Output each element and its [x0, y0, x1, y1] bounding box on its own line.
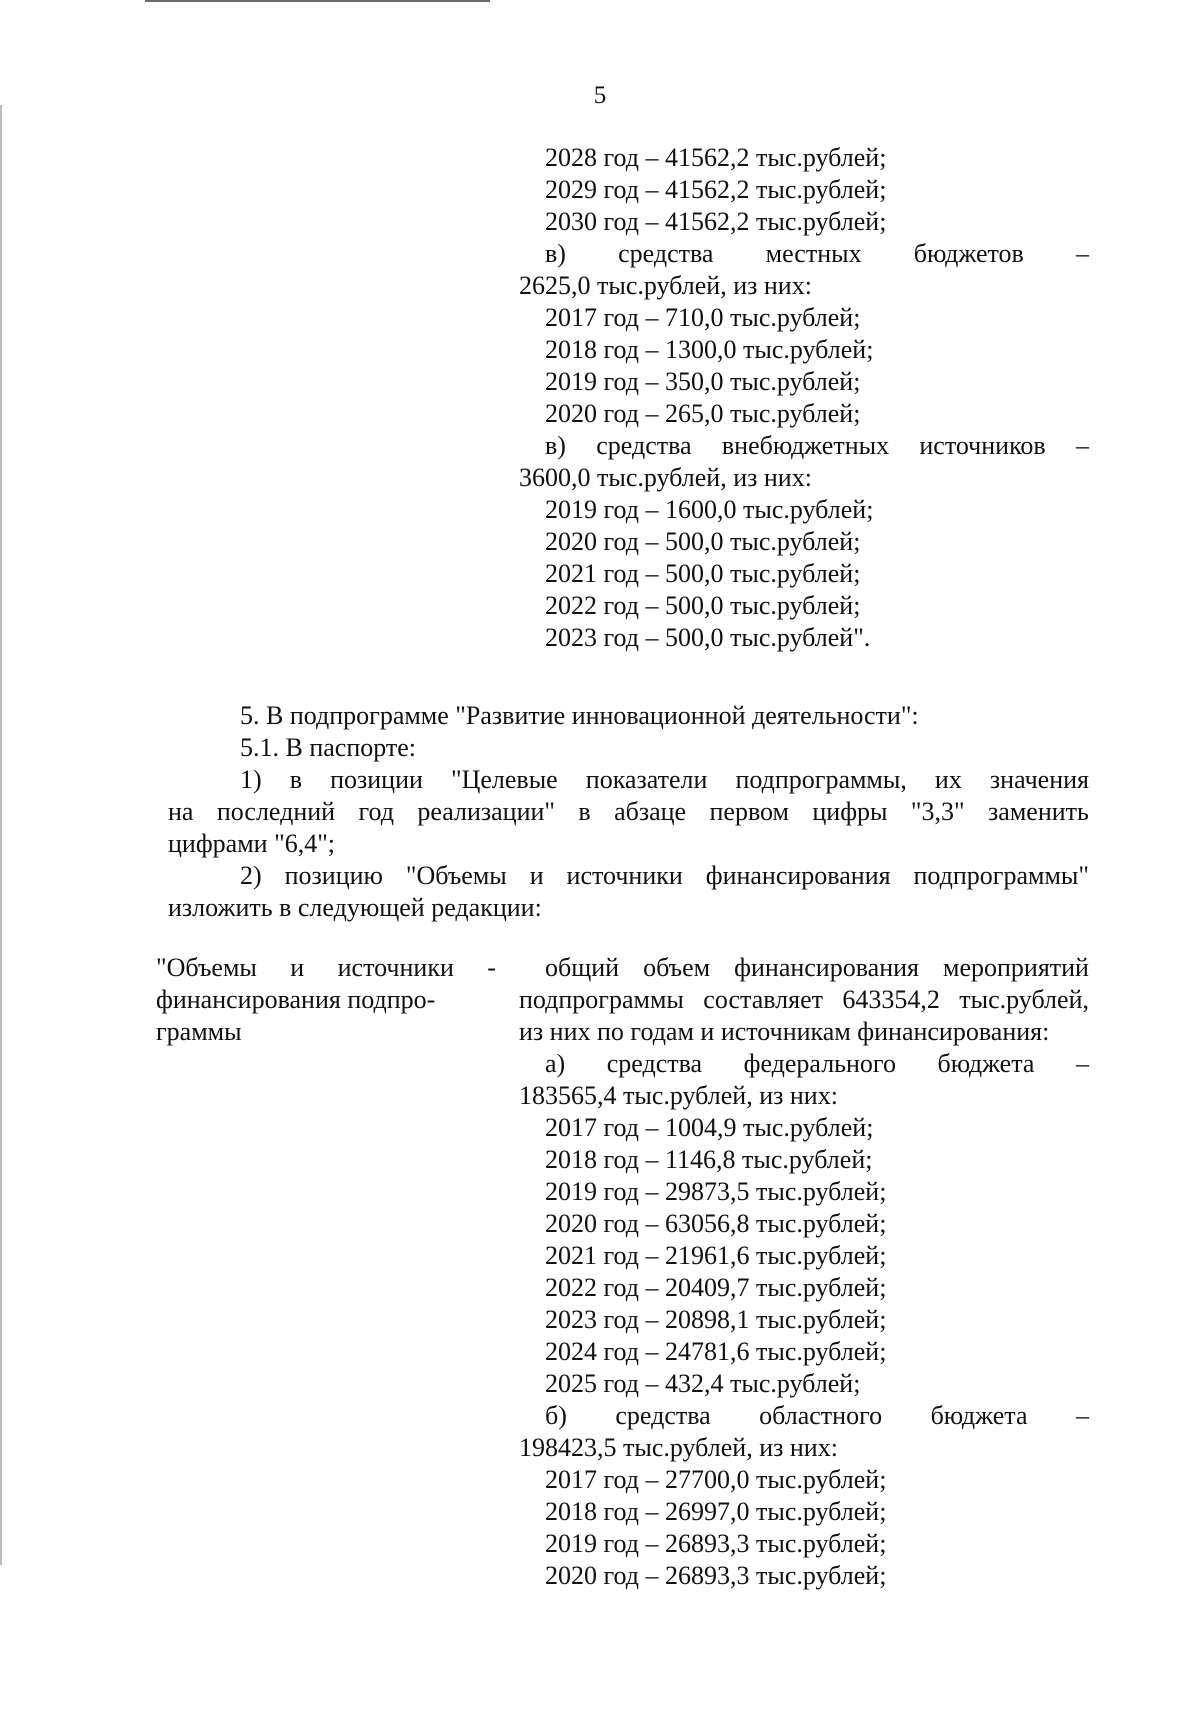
word: "Объемы	[156, 953, 257, 982]
word: бюджета	[930, 1401, 1028, 1430]
word: позиции	[330, 765, 423, 794]
passport-label-line2: финансирования подпро-	[156, 985, 436, 1014]
item2-line2: изложить в следующей редакции:	[168, 893, 542, 922]
word: источники	[337, 953, 454, 982]
word: объем	[643, 953, 711, 982]
page-number: 5	[593, 82, 607, 109]
item1-line2	[168, 797, 1089, 827]
word: бюджета	[937, 1049, 1035, 1078]
year-line: 2023 год – 500,0 тыс.рублей".	[545, 623, 871, 652]
year-line: 2020 год – 500,0 тыс.рублей;	[545, 527, 861, 556]
word: –	[1075, 1049, 1089, 1078]
word: –	[1076, 1401, 1089, 1430]
passport-intro-line1	[545, 953, 1089, 983]
year-line: 2018 год – 1146,8 тыс.рублей;	[545, 1145, 873, 1174]
word: 1)	[240, 765, 262, 794]
word: финансирования	[705, 861, 891, 890]
word: средства	[615, 1401, 711, 1430]
passport-intro-line2	[519, 985, 1089, 1015]
regional-budget-heading	[545, 1401, 1089, 1431]
year-line: 2020 год – 26893,3 тыс.рублей;	[545, 1561, 887, 1590]
word: абзаце	[614, 797, 687, 826]
local-budget-total: 2625,0 тыс.рублей, из них:	[519, 271, 812, 300]
year-line: 2025 год – 432,4 тыс.рублей;	[545, 1369, 861, 1398]
word: источники	[566, 861, 683, 890]
year-line: 2018 год – 1300,0 тыс.рублей;	[545, 335, 874, 364]
word: подпрограммы,	[735, 765, 907, 794]
word: цифры	[812, 797, 888, 826]
word: значения	[989, 765, 1089, 794]
year-line: 2024 год – 24781,6 тыс.рублей;	[545, 1337, 887, 1366]
word: последний	[216, 797, 336, 826]
word: 643354,2	[842, 985, 940, 1014]
word: средства	[618, 239, 714, 268]
year-line: 2017 год – 1004,9 тыс.рублей;	[545, 1113, 874, 1142]
word: федерального	[743, 1049, 896, 1078]
scan-edge-top	[145, 0, 490, 2]
year-line: 2021 год – 21961,6 тыс.рублей;	[545, 1241, 887, 1270]
word: 2)	[240, 861, 262, 890]
regional-budget-total: 198423,5 тыс.рублей, из них:	[519, 1433, 838, 1462]
word: подпрограммы"	[913, 861, 1089, 890]
word: средства	[596, 431, 692, 460]
word: средства	[606, 1049, 703, 1078]
word: заменить	[988, 797, 1089, 826]
passport-label-line1	[156, 953, 496, 983]
word: на	[168, 797, 194, 826]
word: –	[1075, 431, 1089, 460]
year-line: 2030 год – 41562,2 тыс.рублей;	[545, 207, 887, 236]
passport-intro-line3: из них по годам и источникам финансирования:	[519, 1017, 1050, 1046]
year-line: 2017 год – 27700,0 тыс.рублей;	[545, 1465, 887, 1494]
year-line: 2022 год – 500,0 тыс.рублей;	[545, 591, 861, 620]
word: реализации"	[417, 797, 556, 826]
word: в)	[545, 431, 566, 460]
year-line: 2029 год – 41562,2 тыс.рублей;	[545, 175, 887, 204]
word: составляет	[703, 985, 823, 1014]
item1-line3: цифрами "6,4";	[168, 829, 336, 858]
local-budget-heading	[545, 239, 1089, 269]
word: а)	[545, 1049, 566, 1078]
word: и	[529, 861, 544, 890]
word: показатели	[585, 765, 708, 794]
year-line: 2023 год – 20898,1 тыс.рублей;	[545, 1305, 887, 1334]
item1-line1	[240, 765, 1089, 795]
item2-line1	[240, 861, 1089, 891]
word: в	[578, 797, 591, 826]
word: тыс.рублей,	[959, 985, 1089, 1014]
federal-budget-total: 183565,4 тыс.рублей, из них:	[519, 1081, 838, 1110]
word: –	[1076, 239, 1089, 268]
word: общий	[545, 953, 620, 982]
year-line: 2017 год – 710,0 тыс.рублей;	[545, 303, 861, 332]
year-line: 2022 год – 20409,7 тыс.рублей;	[545, 1273, 887, 1302]
passport-label-line3: граммы	[156, 1017, 242, 1046]
extra-budget-total: 3600,0 тыс.рублей, из них:	[519, 463, 812, 492]
word: и	[290, 953, 305, 982]
year-line: 2021 год – 500,0 тыс.рублей;	[545, 559, 861, 588]
subsection-heading: 5.1. В паспорте:	[240, 733, 417, 762]
word: "Объемы	[405, 861, 507, 890]
word: их	[934, 765, 962, 794]
word: год	[358, 797, 394, 826]
word: первом	[709, 797, 789, 826]
year-line: 2019 год – 1600,0 тыс.рублей;	[545, 495, 874, 524]
year-line: 2019 год – 26893,3 тыс.рублей;	[545, 1529, 887, 1558]
scan-edge-left	[0, 105, 2, 1565]
year-line: 2019 год – 29873,5 тыс.рублей;	[545, 1177, 887, 1206]
year-line: 2018 год – 26997,0 тыс.рублей;	[545, 1497, 887, 1526]
word: б)	[545, 1401, 567, 1430]
year-line: 2019 год – 350,0 тыс.рублей;	[545, 367, 861, 396]
extra-budget-heading	[545, 431, 1089, 461]
year-line: 2028 год – 41562,2 тыс.рублей;	[545, 143, 887, 172]
word: финансирования	[734, 953, 919, 982]
word: "Целевые	[450, 765, 558, 794]
word: источников	[919, 431, 1046, 460]
word: в)	[545, 239, 566, 268]
word: -	[487, 953, 496, 982]
word: в	[289, 765, 303, 794]
year-line: 2020 год – 63056,8 тыс.рублей;	[545, 1209, 887, 1238]
word: позицию	[284, 861, 383, 890]
word: "3,3"	[910, 797, 965, 826]
word: внебюджетных	[721, 431, 890, 460]
word: местных	[765, 239, 862, 268]
word: областного	[759, 1401, 883, 1430]
federal-budget-heading	[545, 1049, 1089, 1079]
word: бюджетов	[913, 239, 1024, 268]
word: мероприятий	[943, 953, 1089, 982]
word: подпрограммы	[519, 985, 684, 1014]
section-heading: 5. В подпрограмме "Развитие инновационной деятельности":	[240, 701, 919, 730]
year-line: 2020 год – 265,0 тыс.рублей;	[545, 399, 861, 428]
